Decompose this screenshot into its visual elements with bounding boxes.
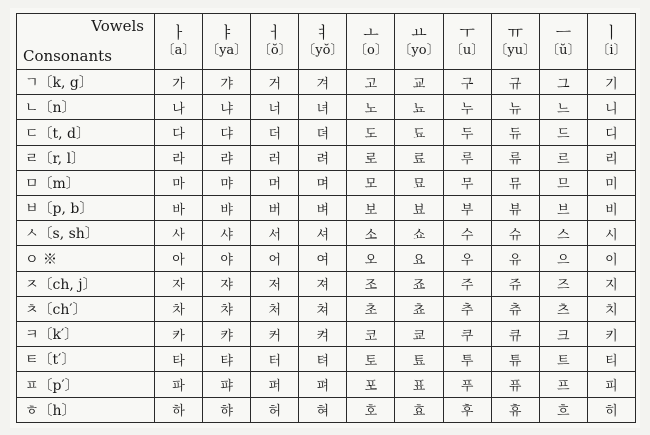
vowel-header-cell [251,14,299,70]
vowel-letter: ㅠ [507,23,523,43]
syllable-cell: 파 [155,372,203,397]
vowel-romanization: 〔ya〕 [206,43,248,59]
syllable-cell: 뎌 [299,120,347,145]
vowel-header-row [17,14,636,70]
vowel-header-cell [539,14,587,70]
vowel-header-cell [443,14,491,70]
syllable-cell: 라 [155,145,203,170]
syllable-cell: 서 [251,221,299,246]
syllable-cell: 퍄 [203,372,251,397]
syllable-cell: 도 [347,120,395,145]
syllable-cell: 처 [251,296,299,321]
syllable-cell: 먀 [203,170,251,195]
consonant-label: ㅋ〔k′〕 [17,322,155,347]
syllable-cell: 르 [539,145,587,170]
syllable-cell: 류 [491,145,539,170]
syllable-cell: 피 [587,372,635,397]
syllable-cell: 노 [347,95,395,120]
syllable-cell: 크 [539,322,587,347]
consonants-label: Consonants [23,47,112,65]
consonant-row [17,372,636,397]
syllable-cell: 보 [347,196,395,221]
consonant-label: ㅈ〔ch, j〕 [17,271,155,296]
vowel-romanization: 〔ŭ〕 [546,43,581,59]
vowel-letter: ㅗ [363,23,379,43]
syllable-cell: 텨 [299,347,347,372]
syllable-cell: 부 [443,196,491,221]
syllable-cell: 뮤 [491,170,539,195]
consonant-row [17,70,636,95]
syllable-cell: 즈 [539,271,587,296]
syllable-cell: 려 [299,145,347,170]
syllable-cell: 휴 [491,397,539,422]
vowel-letter: ㅓ [267,23,283,43]
syllable-cell: 차 [155,296,203,321]
consonant-row [17,246,636,271]
consonant-label: ㅊ〔ch′〕 [17,296,155,321]
syllable-cell: 히 [587,397,635,422]
syllable-cell: 쵸 [395,296,443,321]
syllable-cell: 묘 [395,170,443,195]
syllable-cell: 포 [347,372,395,397]
syllable-cell: 녀 [299,95,347,120]
hangul-syllable-table [16,13,636,423]
syllable-cell: 뱌 [203,196,251,221]
vowel-header-cell [587,14,635,70]
syllable-cell: 햐 [203,397,251,422]
syllable-cell: 구 [443,70,491,95]
syllable-cell: 므 [539,170,587,195]
syllable-cell: 그 [539,70,587,95]
consonant-row [17,120,636,145]
syllable-cell: 댜 [203,120,251,145]
consonant-row [17,221,636,246]
syllable-cell: 오 [347,246,395,271]
syllable-cell: 쳐 [299,296,347,321]
syllable-cell: 료 [395,145,443,170]
vowel-letter: ㅕ [315,23,331,43]
consonant-row [17,196,636,221]
syllable-cell: 가 [155,70,203,95]
syllable-cell: 초 [347,296,395,321]
syllable-cell: 셔 [299,221,347,246]
syllable-cell: 랴 [203,145,251,170]
syllable-cell: 프 [539,372,587,397]
syllable-cell: 요 [395,246,443,271]
syllable-cell: 치 [587,296,635,321]
syllable-cell: 규 [491,70,539,95]
syllable-cell: 터 [251,347,299,372]
syllable-cell: 져 [299,271,347,296]
syllable-cell: 후 [443,397,491,422]
vowel-header-cell [203,14,251,70]
consonant-row [17,296,636,321]
vowel-header-cell [299,14,347,70]
syllable-cell: 드 [539,120,587,145]
syllable-cell: 사 [155,221,203,246]
syllable-cell: 코 [347,322,395,347]
consonant-label: ㄴ〔n〕 [17,95,155,120]
syllable-cell: 벼 [299,196,347,221]
vowel-letter: ㅜ [459,23,475,43]
vowel-header-cell [491,14,539,70]
syllable-cell: 카 [155,322,203,347]
syllable-cell: 토 [347,347,395,372]
syllable-cell: 느 [539,95,587,120]
vowel-header-cell [347,14,395,70]
header-corner-cell [17,14,155,70]
hangul-chart-sheet [10,8,640,428]
syllable-cell: 야 [203,246,251,271]
consonant-label: ㅂ〔p, b〕 [17,196,155,221]
syllable-cell: 슈 [491,221,539,246]
syllable-cell: 며 [299,170,347,195]
syllable-cell: 쇼 [395,221,443,246]
syllable-cell: 수 [443,221,491,246]
syllable-cell: 어 [251,246,299,271]
syllable-cell: 탸 [203,347,251,372]
syllable-cell: 여 [299,246,347,271]
consonant-row [17,271,636,296]
consonant-label: ㄱ〔k, g〕 [17,70,155,95]
consonant-label: ㅎ〔h〕 [17,397,155,422]
vowel-romanization: 〔u〕 [449,43,485,59]
consonant-label: ㅇ ※ [17,246,155,271]
syllable-cell: 스 [539,221,587,246]
syllable-cell: 마 [155,170,203,195]
syllable-cell: 펴 [299,372,347,397]
syllable-cell: 로 [347,145,395,170]
vowel-romanization: 〔yo〕 [398,43,440,59]
syllable-cell: 두 [443,120,491,145]
syllable-cell: 뵤 [395,196,443,221]
syllable-cell: 뇨 [395,95,443,120]
syllable-cell: 캬 [203,322,251,347]
syllable-cell: 쿠 [443,322,491,347]
syllable-cell: 조 [347,271,395,296]
syllable-cell: 표 [395,372,443,397]
syllable-cell: 나 [155,95,203,120]
consonant-row [17,322,636,347]
consonant-label: ㅍ〔p′〕 [17,372,155,397]
syllable-cell: 저 [251,271,299,296]
syllable-cell: 타 [155,347,203,372]
syllable-cell: 흐 [539,397,587,422]
vowel-romanization: 〔ŏ〕 [257,43,292,59]
syllable-cell: 버 [251,196,299,221]
syllable-cell: 퍼 [251,372,299,397]
syllable-cell: 겨 [299,70,347,95]
consonant-label: ㄷ〔t, d〕 [17,120,155,145]
syllable-cell: 너 [251,95,299,120]
vowel-romanization: 〔a〕 [161,43,196,59]
syllable-cell: 브 [539,196,587,221]
syllable-cell: 푸 [443,372,491,397]
syllable-cell: 츠 [539,296,587,321]
table-body [17,70,636,423]
syllable-cell: 머 [251,170,299,195]
syllable-cell: 호 [347,397,395,422]
syllable-cell: 쿄 [395,322,443,347]
syllable-cell: 주 [443,271,491,296]
syllable-cell: 유 [491,246,539,271]
syllable-cell: 고 [347,70,395,95]
vowel-letter: ㅑ [218,23,235,43]
syllable-cell: 하 [155,397,203,422]
consonant-row [17,170,636,195]
syllable-cell: 샤 [203,221,251,246]
syllable-cell: 모 [347,170,395,195]
consonant-label: ㄹ〔r, l〕 [17,145,155,170]
syllable-cell: 기 [587,70,635,95]
syllable-cell: 자 [155,271,203,296]
vowel-header-cell [155,14,203,70]
syllable-cell: 혀 [299,397,347,422]
consonant-row [17,95,636,120]
consonant-row [17,397,636,422]
syllable-cell: 루 [443,145,491,170]
vowel-letter: ㅣ [603,23,620,43]
consonant-label: ㅅ〔s, sh〕 [17,221,155,246]
syllable-cell: 켜 [299,322,347,347]
syllable-cell: 됴 [395,120,443,145]
syllable-cell: 뷰 [491,196,539,221]
syllable-cell: 비 [587,196,635,221]
syllable-cell: 듀 [491,120,539,145]
syllable-cell: 키 [587,322,635,347]
syllable-cell: 냐 [203,95,251,120]
consonant-row [17,347,636,372]
syllable-cell: 퓨 [491,372,539,397]
syllable-cell: 추 [443,296,491,321]
syllable-cell: 툐 [395,347,443,372]
syllable-cell: 커 [251,322,299,347]
syllable-cell: 츄 [491,296,539,321]
syllable-cell: 죠 [395,271,443,296]
consonant-label: ㅌ〔t′〕 [17,347,155,372]
syllable-cell: 바 [155,196,203,221]
consonant-label: ㅁ〔m〕 [17,170,155,195]
syllable-cell: 쟈 [203,271,251,296]
syllable-cell: 거 [251,70,299,95]
syllable-cell: 러 [251,145,299,170]
syllable-cell: 아 [155,246,203,271]
consonant-row [17,145,636,170]
syllable-cell: 갸 [203,70,251,95]
syllable-cell: 티 [587,347,635,372]
syllable-cell: 니 [587,95,635,120]
vowels-label: Vowels [91,17,144,35]
syllable-cell: 쥬 [491,271,539,296]
syllable-cell: 큐 [491,322,539,347]
syllable-cell: 우 [443,246,491,271]
syllable-cell: 디 [587,120,635,145]
syllable-cell: 뉴 [491,95,539,120]
vowel-header-cell [395,14,443,70]
syllable-cell: 무 [443,170,491,195]
syllable-cell: 교 [395,70,443,95]
syllable-cell: 효 [395,397,443,422]
vowel-romanization: 〔i〕 [596,43,627,59]
syllable-cell: 허 [251,397,299,422]
syllable-cell: 챠 [203,296,251,321]
vowel-letter: ㅡ [555,23,572,43]
syllable-cell: 더 [251,120,299,145]
syllable-cell: 미 [587,170,635,195]
syllable-cell: 으 [539,246,587,271]
syllable-cell: 소 [347,221,395,246]
syllable-cell: 리 [587,145,635,170]
syllable-cell: 이 [587,246,635,271]
vowel-romanization: 〔yu〕 [494,43,537,59]
syllable-cell: 지 [587,271,635,296]
syllable-cell: 투 [443,347,491,372]
syllable-cell: 시 [587,221,635,246]
syllable-cell: 트 [539,347,587,372]
syllable-cell: 튜 [491,347,539,372]
vowel-romanization: 〔o〕 [354,43,388,59]
vowel-romanization: 〔yŏ〕 [302,43,344,59]
syllable-cell: 누 [443,95,491,120]
vowel-letter: ㅛ [411,23,427,43]
vowel-letter: ㅏ [170,23,187,43]
syllable-cell: 다 [155,120,203,145]
